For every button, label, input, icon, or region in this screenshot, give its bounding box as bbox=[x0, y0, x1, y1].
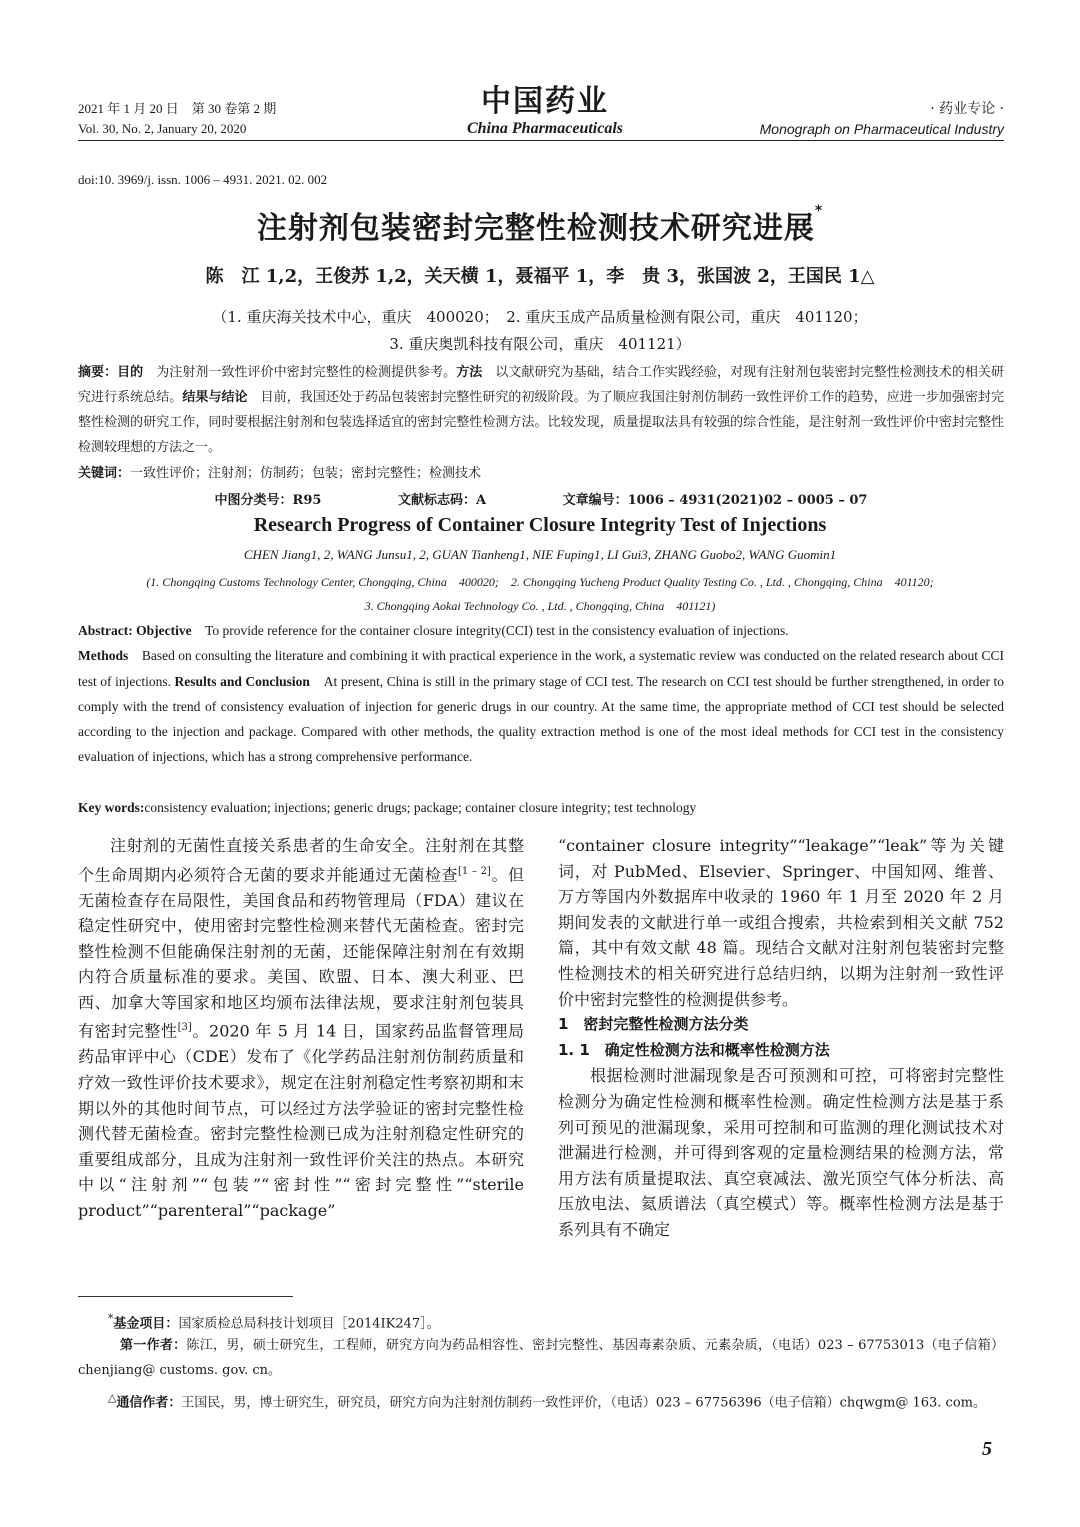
corresponding-mark: △ bbox=[108, 1391, 117, 1404]
footnote-divider bbox=[78, 1296, 293, 1297]
footnote-fund bbox=[78, 1306, 1004, 1336]
body-paragraph: “container closure integrity”“leakage”“leak”等为关键词，对 PubMed、Elsevier、Springer、中国知网、维普、万方等国内外数据库中收录的 1960 年 1 月至 2020 年 2 月期间发表的文献进行单一或组合搜索，共检索到相关文献 752 篇，其中有效文献 48 篇。现结合文献对注射剂包装密封完整性检测技术的相关研究进行总结归纳，以期为注射剂一致性评价中密封完整性的检测提供参考。 bbox=[558, 836, 1004, 1009]
body-text: 注射剂的无菌性直接关系患者的生命安全。注射剂在其整个生命周期内必须符合无菌的要求并能通过无菌检查 bbox=[78, 836, 524, 884]
article-title bbox=[0, 203, 1080, 247]
article-number: 文章编号：1006 – 4931(2021)02 – 0005 – 07 bbox=[562, 493, 868, 508]
journal-name-cn: 中国药业 bbox=[481, 84, 609, 119]
keywords-en-text: consistency evaluation; injections; generic drugs; package; container closure integrity; test technology bbox=[144, 800, 697, 815]
abstract-cn bbox=[78, 360, 1004, 460]
english-affiliation-line-1: (1. Chongqing Customs Technology Center, Chongqing, China 400020; 2. Chongqing Yucheng Product Quality Testing Co. , Ltd. , Chongqing, China 401120; bbox=[146, 575, 934, 589]
section-info bbox=[760, 99, 1004, 139]
english-affiliation-line-2: 3. Chongqing Aokai Technology Co. , Ltd. , Chongqing, China 401121) bbox=[364, 599, 716, 613]
citation: [3] bbox=[177, 1022, 192, 1034]
body-column-left bbox=[78, 833, 524, 1224]
issue-date-cn: 2021 年 1 月 20 日 第 30 卷第 2 期 bbox=[78, 101, 277, 116]
authors: 陈 江 1,2，王俊苏 1,2，关天横 1，聂福平 1，李 贵 3，张国波 2，王国民 1△ bbox=[205, 266, 875, 287]
issue-date-en: Vol. 30, No. 2, January 20, 2020 bbox=[78, 121, 247, 136]
footnote-first-author bbox=[78, 1333, 1004, 1383]
header-divider bbox=[78, 140, 1004, 141]
first-author-label: 第一作者： bbox=[120, 1338, 187, 1353]
section-en: Monograph on Pharmaceutical Industry bbox=[759, 121, 1004, 137]
first-author-text: 陈江，男，硕士研究生，工程师，研究方向为药品相容性、密封完整性、基因毒素杂质、元素杂质，（电话）023 – 67753013（电子信箱）chenjiang@ customs. gov. cn。 bbox=[78, 1338, 1004, 1378]
body-paragraph bbox=[78, 833, 524, 1224]
footnote-corresponding bbox=[78, 1385, 1004, 1415]
english-title: Research Progress of Container Closure Integrity Test of Injections bbox=[253, 514, 827, 536]
body-paragraph: 根据检测时泄漏现象是否可预测和可控，可将密封完整性检测分为确定性检测和概率性检测。确定性检测方法是基于系列可预见的泄漏现象，采用可控制和可监测的理化测试技术对泄漏进行检测，并可得到客观的定量检测结果的检测方法，常用方法有质量提取法、真空衰减法、激光顶空气体分析法、高压放电法、氦质谱法（真空模式）等。概率性检测方法是基于系列具有不确定 bbox=[558, 1066, 1004, 1239]
issue-info bbox=[78, 99, 276, 139]
abstract-en-objective-label: Abstract: Objective bbox=[78, 623, 192, 638]
abstract-en-objective: To provide reference for the container closure integrity(CCI) test in the consistency evaluation of injections. bbox=[191, 623, 789, 638]
clc-number: 中图分类号：R95 bbox=[214, 493, 322, 508]
abstract-en-results-label: Results and Conclusion bbox=[174, 673, 310, 689]
abstract-methods: 以文献研究为基础，结合工作实践经验，对现有注射剂包装密封完整性检测技术的相关研究进行系统总结。 bbox=[78, 365, 1004, 405]
fund-text: 国家质检总局科技计划项目［2014IK247］。 bbox=[178, 1316, 440, 1332]
citation: [1 – 2] bbox=[458, 865, 491, 877]
body-column-right bbox=[558, 833, 1004, 1243]
classification-line bbox=[78, 489, 1004, 508]
section-cn: · 药业专论 · bbox=[930, 101, 1004, 117]
keywords-en bbox=[78, 795, 1004, 820]
abstract-objective: 为注射剂一致性评价中密封完整性的检测提供参考。 bbox=[143, 365, 457, 380]
journal-logo bbox=[440, 84, 650, 138]
section-heading: 1 密封完整性检测方法分类 bbox=[558, 1015, 749, 1034]
document-code: 文献标志码：A bbox=[397, 493, 487, 508]
page-number: 5 bbox=[982, 1438, 992, 1460]
abstract-objective-label: 摘要：目的 bbox=[78, 365, 144, 380]
title-footnote-mark: * bbox=[814, 203, 824, 219]
abstract-en bbox=[78, 618, 1004, 770]
journal-name-en: China Pharmaceuticals bbox=[466, 120, 624, 137]
english-authors: CHEN Jiang1, 2, WANG Junsu1, 2, GUAN Tianheng1, NIE Fuping1, LI Gui3, ZHANG Guobo2, WANG Guomin1 bbox=[243, 547, 837, 562]
subsection-heading: 1. 1 确定性检测方法和概率性检测方法 bbox=[558, 1040, 830, 1059]
affiliation-line-2: 3. 重庆奥凯科技有限公司，重庆 401121） bbox=[389, 335, 691, 353]
keywords-cn-text: 一致性评价；注射剂；仿制药；包装；密封完整性；检测技术 bbox=[130, 466, 482, 481]
affiliation-line-1: （1. 重庆海关技术中心，重庆 400020； 2. 重庆玉成产品质量检测有限公司，重庆 401120； bbox=[212, 308, 868, 326]
keywords-cn bbox=[78, 461, 1004, 486]
abstract-en-results: At present, China is still in the primary stage of CCI test. The research on CCI test should be further strengthened, in order to comply with the trend of consistency evaluation of injection for generic drugs in our country. At the same time, the appropriate method of CCI test should be selected according to the injection and package. Compared with other methods, the quality extraction method is one of the most ideal methods for CCI test in the consistency evaluation of injections, which has a strong comprehensive performance. bbox=[78, 673, 1005, 765]
corresponding-label: 通信作者： bbox=[116, 1395, 182, 1411]
doi: doi:10. 3969/j. issn. 1006 – 4931. 2021. 02. 002 bbox=[78, 172, 328, 187]
corresponding-text: 王国民，男，博士研究生，研究员，研究方向为注射剂仿制药一致性评价，（电话）023 – 67756396（电子信箱）chqwgm@ 163. com。 bbox=[181, 1395, 986, 1411]
body-text: 。但无菌检查存在局限性，美国食品和药物管理局（FDA）建议在稳定性研究中，使用密封完整性检测来替代无菌检查。密封完整性检测不但能确保注射剂的无菌，还能保障注射剂在有效期内符合质量标准的要求。美国、欧盟、日本、澳大利亚、巴西、加拿大等国家和地区均颁布法律法规，要求注射剂包装具有密封完整性 bbox=[78, 864, 524, 1041]
abstract-methods-label: 方法 bbox=[456, 365, 483, 380]
body-text: 。2020 年 5 月 14 日，国家药品监督管理局药品审评中心（CDE）发布了《化学药品注射剂仿制药质量和疗效一致性评价技术要求》，规定在注射剂稳定性考察初期和末期以外的其他时间节点，可以经过方法学验证的密封完整性检测代替无菌检查。密封完整性检测已成为注射剂稳定性研究的重要组成部分，且成为注射剂一致性评价关注的热点。本研究中以“注射剂”“包装”“密封性”“密封完整性”“sterile product”“parenteral”“package” bbox=[78, 1021, 524, 1220]
abstract-en-methods-label: Methods bbox=[78, 648, 129, 664]
fund-label: 基金项目： bbox=[113, 1316, 179, 1332]
abstract-results-label: 结果与结论 bbox=[182, 390, 248, 405]
keywords-cn-label: 关键词： bbox=[78, 466, 131, 481]
abstract-en-methods: Based on consulting the literature and combining it with practical experience in the work, a systematic review was conducted on the related research about CCI test of injections. bbox=[78, 648, 1004, 689]
fund-mark: * bbox=[108, 1312, 114, 1325]
article-title-text: 注射剂包装密封完整性检测技术研究进展 bbox=[256, 211, 815, 246]
abstract-results: 目前，我国还处于药品包装密封完整性研究的初级阶段。为了顺应我国注射剂仿制药一致性评价工作的趋势，应进一步加强密封完整性检测的研究工作，同时要根据注射剂和包装选择适宜的密封完整性检测方法。比较发现，质量提取法具有较强的综合性能，是注射剂一致性评价中密封完整性检测较理想的方法之一。 bbox=[78, 390, 1004, 455]
keywords-en-label: Key words: bbox=[78, 800, 145, 815]
